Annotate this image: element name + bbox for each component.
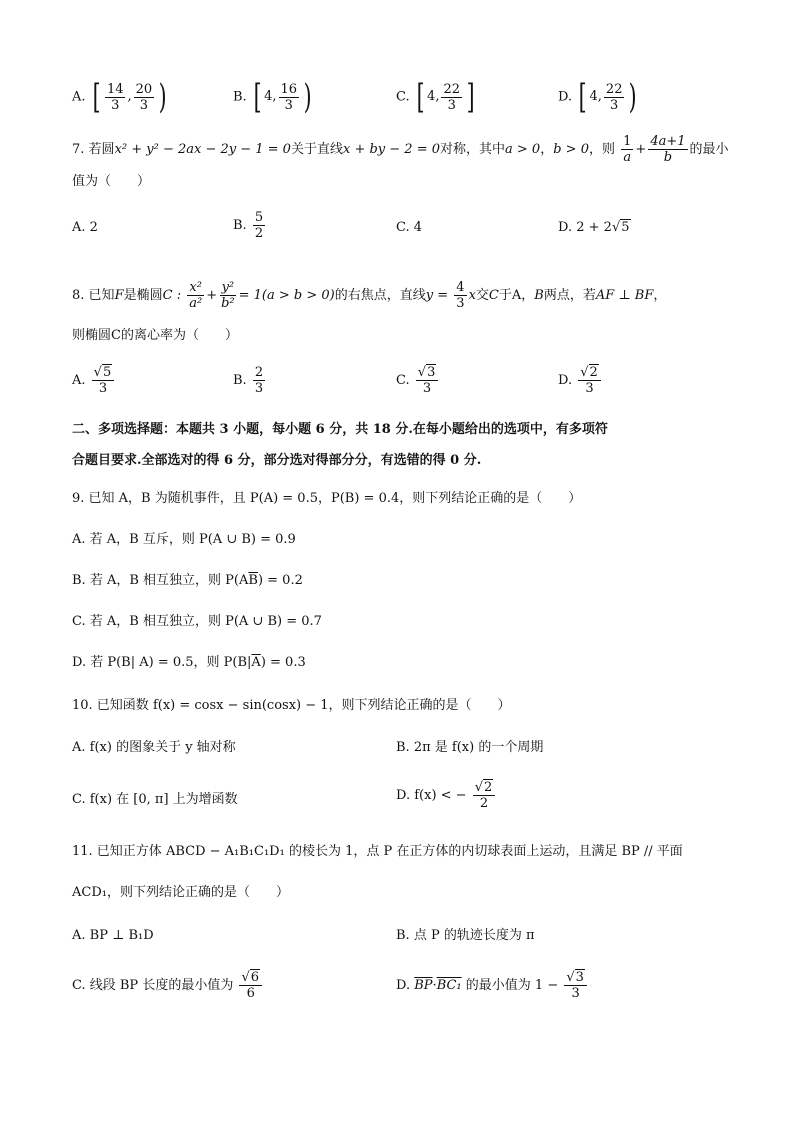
- option-label: D.: [396, 978, 411, 993]
- q8-text: ，: [653, 288, 667, 303]
- option-label: C.: [396, 373, 410, 388]
- option-label: B.: [233, 373, 247, 388]
- q7-option-d: D. 2 + 2√5: [558, 220, 630, 235]
- q7-text: 的最小: [689, 142, 729, 157]
- frac-num: 4: [456, 280, 465, 295]
- q7-stem-line2: 值为（ ）: [72, 174, 151, 189]
- frac-den: 3: [139, 97, 149, 113]
- question-number: 7.: [72, 142, 85, 157]
- complement-event: $\overline{B}$: [248, 573, 258, 588]
- frac-den: 3: [610, 97, 619, 113]
- q10-option-c: C. f(x) 在 [0, π] 上为增函数: [72, 792, 238, 807]
- q8-var: F: [114, 288, 124, 303]
- frac-num: 22: [443, 81, 460, 97]
- interval-a: [ $\frac{14}{3}$ , $\frac{20}{3}$ ): [92, 77, 167, 117]
- q6-option-b: [233, 77, 314, 117]
- q8-perp: AF ⊥ BF: [595, 288, 654, 303]
- option-label: B.: [233, 218, 247, 233]
- section2-heading-line1: 二、多项选择题：本题共 3 小题，每小题 6 分，共 18 分.在每小题给出的选项中，有多项符: [72, 422, 608, 437]
- frac-den: 3: [571, 986, 580, 1001]
- radicand: 2: [589, 365, 598, 380]
- frac-den: b²: [221, 296, 235, 311]
- q8-option-a: A. $\frac{√5}{3}$: [72, 365, 116, 396]
- plus-sign: +: [635, 142, 647, 157]
- radicand: 2: [484, 780, 493, 795]
- q10-option-d: D. f(x) < − $\frac{√2}{2}$: [396, 780, 497, 811]
- vector-bp: $\overline{BP}$: [414, 978, 433, 993]
- q7-fraction-1: [621, 134, 633, 165]
- frac-den: a: [623, 150, 632, 165]
- q8-var: B: [534, 288, 544, 303]
- q7-option-a: A. 2: [72, 220, 98, 235]
- frac-num: 4a+1: [650, 134, 686, 149]
- q6-option-c: [396, 77, 477, 117]
- q7-condition: a > 0: [505, 142, 541, 157]
- q9-option-c: C. 若 A，B 相互独立，则 P(A ∪ B) = 0.7: [72, 614, 322, 629]
- q8-stem-line2: 则椭圆C的离心率为（ ）: [72, 328, 238, 343]
- frac-den: 3: [254, 381, 264, 396]
- frac-num: 20: [135, 81, 153, 97]
- q7-text: ，: [540, 142, 554, 157]
- option-label: C.: [396, 89, 410, 105]
- frac-den: 3: [98, 381, 108, 396]
- option-text: 的最小值为 1 −: [465, 978, 559, 993]
- option-label: A.: [72, 89, 86, 105]
- option-label: D.: [558, 220, 573, 235]
- q6-option-a: [72, 77, 169, 117]
- q7-fraction-2: [648, 134, 687, 165]
- frac-den: 3: [585, 381, 594, 396]
- q8-line: y =: [425, 288, 449, 303]
- option-text: ) = 0.3: [260, 655, 306, 670]
- q11-option-d: D. $\overline{BP}\cdot BC_1$ 的最小值为 1 − $\frac{√3}{3}$: [396, 970, 589, 1001]
- interval-left: 4: [589, 89, 598, 104]
- interval-left: 4: [427, 89, 436, 104]
- frac-den: 2: [254, 226, 264, 241]
- q8-equation: = 1(a > b > 0): [238, 288, 335, 303]
- frac-den: 2: [479, 796, 489, 811]
- q8-var: A: [511, 288, 522, 303]
- option-label: D.: [558, 89, 573, 105]
- complement-event: $\overline{A}$: [251, 655, 261, 670]
- q8-frac-x: [187, 280, 204, 311]
- q8-frac-slope: [454, 280, 466, 311]
- q8-text: 交: [475, 288, 489, 303]
- frac-num: 16: [280, 81, 298, 97]
- option-text: C. 线段 BP 长度的最小值为: [72, 978, 234, 993]
- radicand: 6: [250, 970, 260, 985]
- q8-frac-y: [219, 280, 237, 311]
- q7-text: 关于直线: [290, 142, 343, 157]
- q11-option-b: B. 点 P 的轨迹长度为 π: [396, 928, 535, 943]
- frac-num: 14: [106, 81, 124, 97]
- radicand: 3: [575, 970, 584, 985]
- frac-num: 1: [623, 134, 632, 149]
- q8-var: C: [488, 288, 499, 303]
- option-label: A.: [72, 373, 86, 388]
- option-value: 2 + 2: [576, 220, 612, 235]
- radicand: 3: [427, 365, 436, 380]
- q9-option-d: [72, 653, 306, 673]
- q7-condition: b > 0: [553, 142, 589, 157]
- q8-text: 两点，若: [543, 288, 596, 303]
- question-number: 8.: [72, 288, 85, 303]
- q10-option-a: A. f(x) 的图象关于 y 轴对称: [72, 740, 236, 755]
- q7-text: 若圆: [88, 142, 115, 157]
- section2-heading-line2: 合题目要求.全部选对的得 6 分，部分选对得部分分，有选错的得 0 分.: [72, 453, 482, 468]
- interval-b: [ 4 , $\frac{16}{3}$ ): [253, 77, 312, 117]
- radicand: 5: [621, 220, 630, 235]
- q8-stem: 8. 已知F是椭圆C : $\frac{\text{x²}}{\text{a²}}$ + $\frac{\text{y²}}{\text{b²}}$ = 1(a > b > 0)的右焦点，直线y = $\frac{4}{3}$ x交C于A，B两点，若AF ⊥ BF，: [72, 280, 667, 311]
- q11-stem-line2: ACD₁，则下列结论正确的是（ ）: [72, 885, 289, 900]
- q10-option-b: B. 2π 是 f(x) 的一个周期: [396, 740, 544, 755]
- q8-text: 于: [498, 288, 512, 303]
- frac-num: 2: [254, 365, 264, 380]
- frac-num: x²: [189, 280, 202, 295]
- option-text: D. f(x) < −: [396, 788, 467, 803]
- q7-line-equation: x + by − 2 = 0: [342, 142, 440, 157]
- frac-den: a²: [189, 296, 203, 311]
- q8-text: 已知: [88, 288, 115, 303]
- option-label: D.: [558, 373, 573, 388]
- option-label: B.: [233, 89, 247, 105]
- q7-text: ，则: [588, 142, 615, 157]
- vector-bc1: BC₁: [436, 978, 462, 993]
- q11-option-c: C. 线段 BP 长度的最小值为 $\frac{√6}{6}$: [72, 970, 264, 1001]
- interval-d: [ 4 , $\frac{22}{3}$ ): [578, 77, 638, 117]
- q7-circle-equation: x² + y² − 2ax − 2y − 1 = 0: [114, 142, 291, 157]
- frac-den: b: [663, 150, 673, 165]
- q9-option-a: A. 若 A，B 互斥，则 P(A ∪ B) = 0.9: [72, 532, 296, 547]
- q6-option-d: [558, 77, 640, 117]
- q8-text: ，: [521, 288, 535, 303]
- q8-option-c: C. $\frac{√3}{3}$: [396, 365, 440, 396]
- q11-stem: 11. 已知正方体 ABCD − A₁B₁C₁D₁ 的棱长为 1，点 P 在正方体的内切球表面上运动，且满足 BP // 平面: [72, 844, 683, 859]
- q8-option-b: [233, 365, 267, 396]
- interval-c: [ 4 , $\frac{22}{3}$ ]: [416, 77, 475, 117]
- frac-den: 3: [111, 97, 120, 113]
- q11-option-a: A. BP ⊥ B₁D: [72, 928, 154, 943]
- q7-option-c: C. 4: [396, 220, 423, 235]
- frac-num: 22: [605, 81, 623, 97]
- interval-left: 4: [264, 89, 273, 104]
- dot-operator: ·: [432, 978, 437, 993]
- frac-den: 3: [422, 381, 432, 396]
- option-text: B. 若 A，B 相互独立，则 P(A: [72, 573, 249, 588]
- q9-option-b: [72, 571, 303, 591]
- q8-text: 是椭圆: [123, 288, 163, 303]
- frac-num: 5: [254, 210, 264, 225]
- radicand: 5: [102, 365, 112, 380]
- q8-var: C :: [162, 288, 182, 303]
- frac-den: 3: [456, 296, 465, 311]
- q7-text: 对称，其中: [440, 142, 506, 157]
- frac-den: 3: [447, 97, 456, 113]
- q8-text: 的右焦点，直线: [334, 288, 426, 303]
- q7-stem: [72, 134, 729, 165]
- frac-den: 6: [246, 986, 255, 1001]
- q9-stem: 9. 已知 A，B 为随机事件，且 P(A) = 0.5，P(B) = 0.4，则下列结论正确的是（ ）: [72, 491, 582, 506]
- option-text: D. 若 P(B| A) = 0.5，则 P(B|: [72, 655, 252, 670]
- q10-stem: 10. 已知函数 f(x) = cosx − sin(cosx) − 1，则下列结论正确的是（ ）: [72, 698, 511, 713]
- q8-option-d: D. $\frac{√2}{3}$: [558, 365, 603, 396]
- frac-num: y²: [221, 280, 235, 295]
- option-text: ) = 0.2: [257, 573, 303, 588]
- q7-option-b: [233, 210, 267, 241]
- q8-line: x: [468, 288, 476, 303]
- frac-den: 3: [284, 97, 293, 113]
